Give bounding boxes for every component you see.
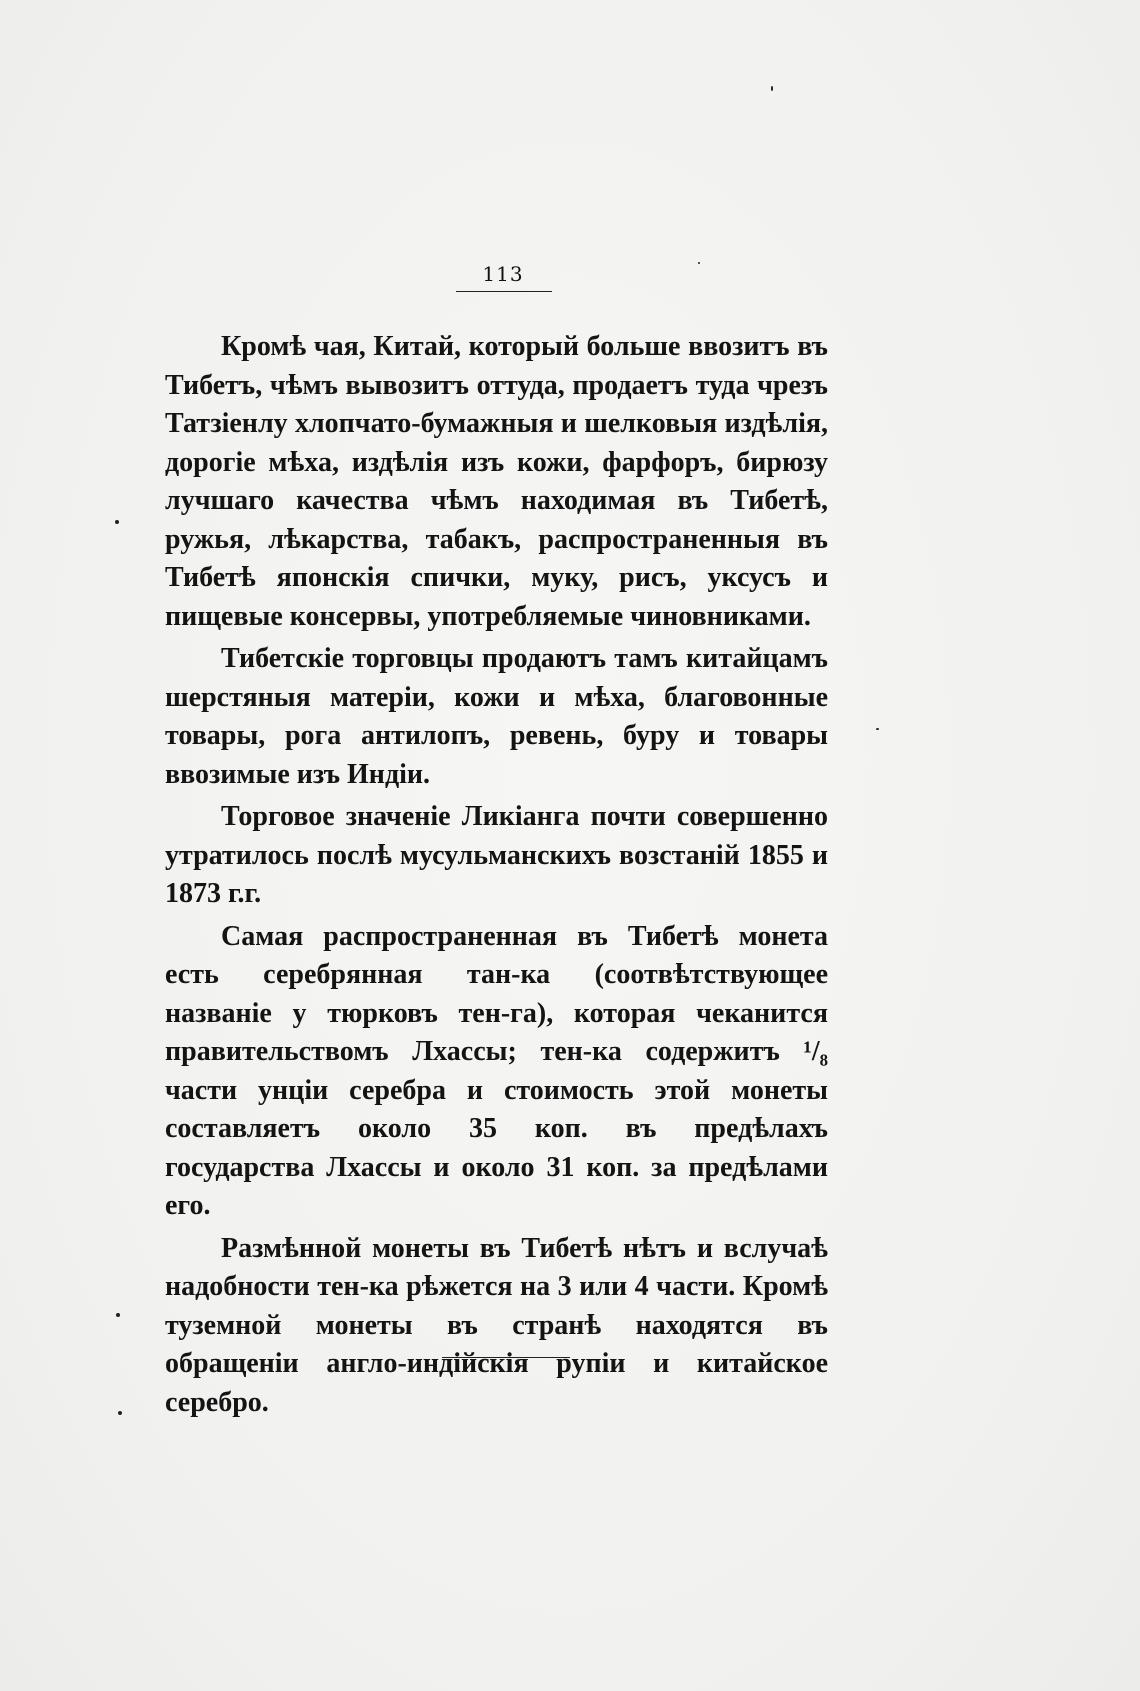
- scan-speck: [698, 262, 700, 264]
- scan-speck: [116, 1313, 120, 1317]
- scan-speck: [115, 520, 119, 524]
- paragraph-likiang: Торговое значеніе Ликіанга почти совершенно утратилось послѣ мусульманскихъ возстаній 1855 и 1873 г.г.: [165, 801, 828, 909]
- paragraph-imports: Кромѣ чая, Китай, который больше ввозитъ въ Тибетъ, чѣмъ вывозитъ оттуда, продаетъ туда чрезъ Татзіенлу хлопчато-бумажныя и шелковыя издѣлія, дорогіе мѣха, издѣлія изъ кожи, фарфоръ, бирюзу лучшаго качества чѣмъ находимая въ Тибетѣ, ружья, лѣкарства, табакъ, распространенныя въ Тибетѣ японскія спички, муку, рисъ, уксусъ и пищевые консервы, употребляемые чиновниками.: [165, 331, 828, 632]
- paragraph-small-change: Размѣнной монеты въ Тибетѣ нѣтъ и вслучаѣ надобности тен-ка рѣжется на 3 или 4 части. Кромѣ туземной монеты въ странѣ находятся въ обращеніи англо-индійскія рупіи и китайское серебро.: [165, 1232, 828, 1418]
- body-text: [165, 328, 828, 1426]
- scan-speck: [118, 1411, 122, 1415]
- scan-speck: [771, 86, 773, 91]
- page-number: 113: [482, 262, 524, 286]
- scan-speck: [876, 728, 879, 730]
- paragraph-tanka-coin: Самая распространенная въ Тибетѣ монета есть серебрянная тан-ка (соотвѣтствующее названіе у тюрковъ тен-га), которая чеканится правительствомъ Лхассы; тен-ка содержитъ ¹/₈ части унціи серебра и стоимость этой монеты составляетъ около 35 коп. въ предѣлахъ государства Лхассы и около 31 коп. за предѣлами его.: [165, 920, 828, 1221]
- page-number-rule: [456, 291, 552, 292]
- paragraph-tibetan-traders: Тибетскіе торговцы продаютъ тамъ китайцамъ шерстяныя матеріи, кожи и мѣха, благовонные товары, рога антилопъ, ревень, буру и товары ввозимые изъ Индіи.: [165, 643, 828, 790]
- closing-rule: [442, 1357, 570, 1358]
